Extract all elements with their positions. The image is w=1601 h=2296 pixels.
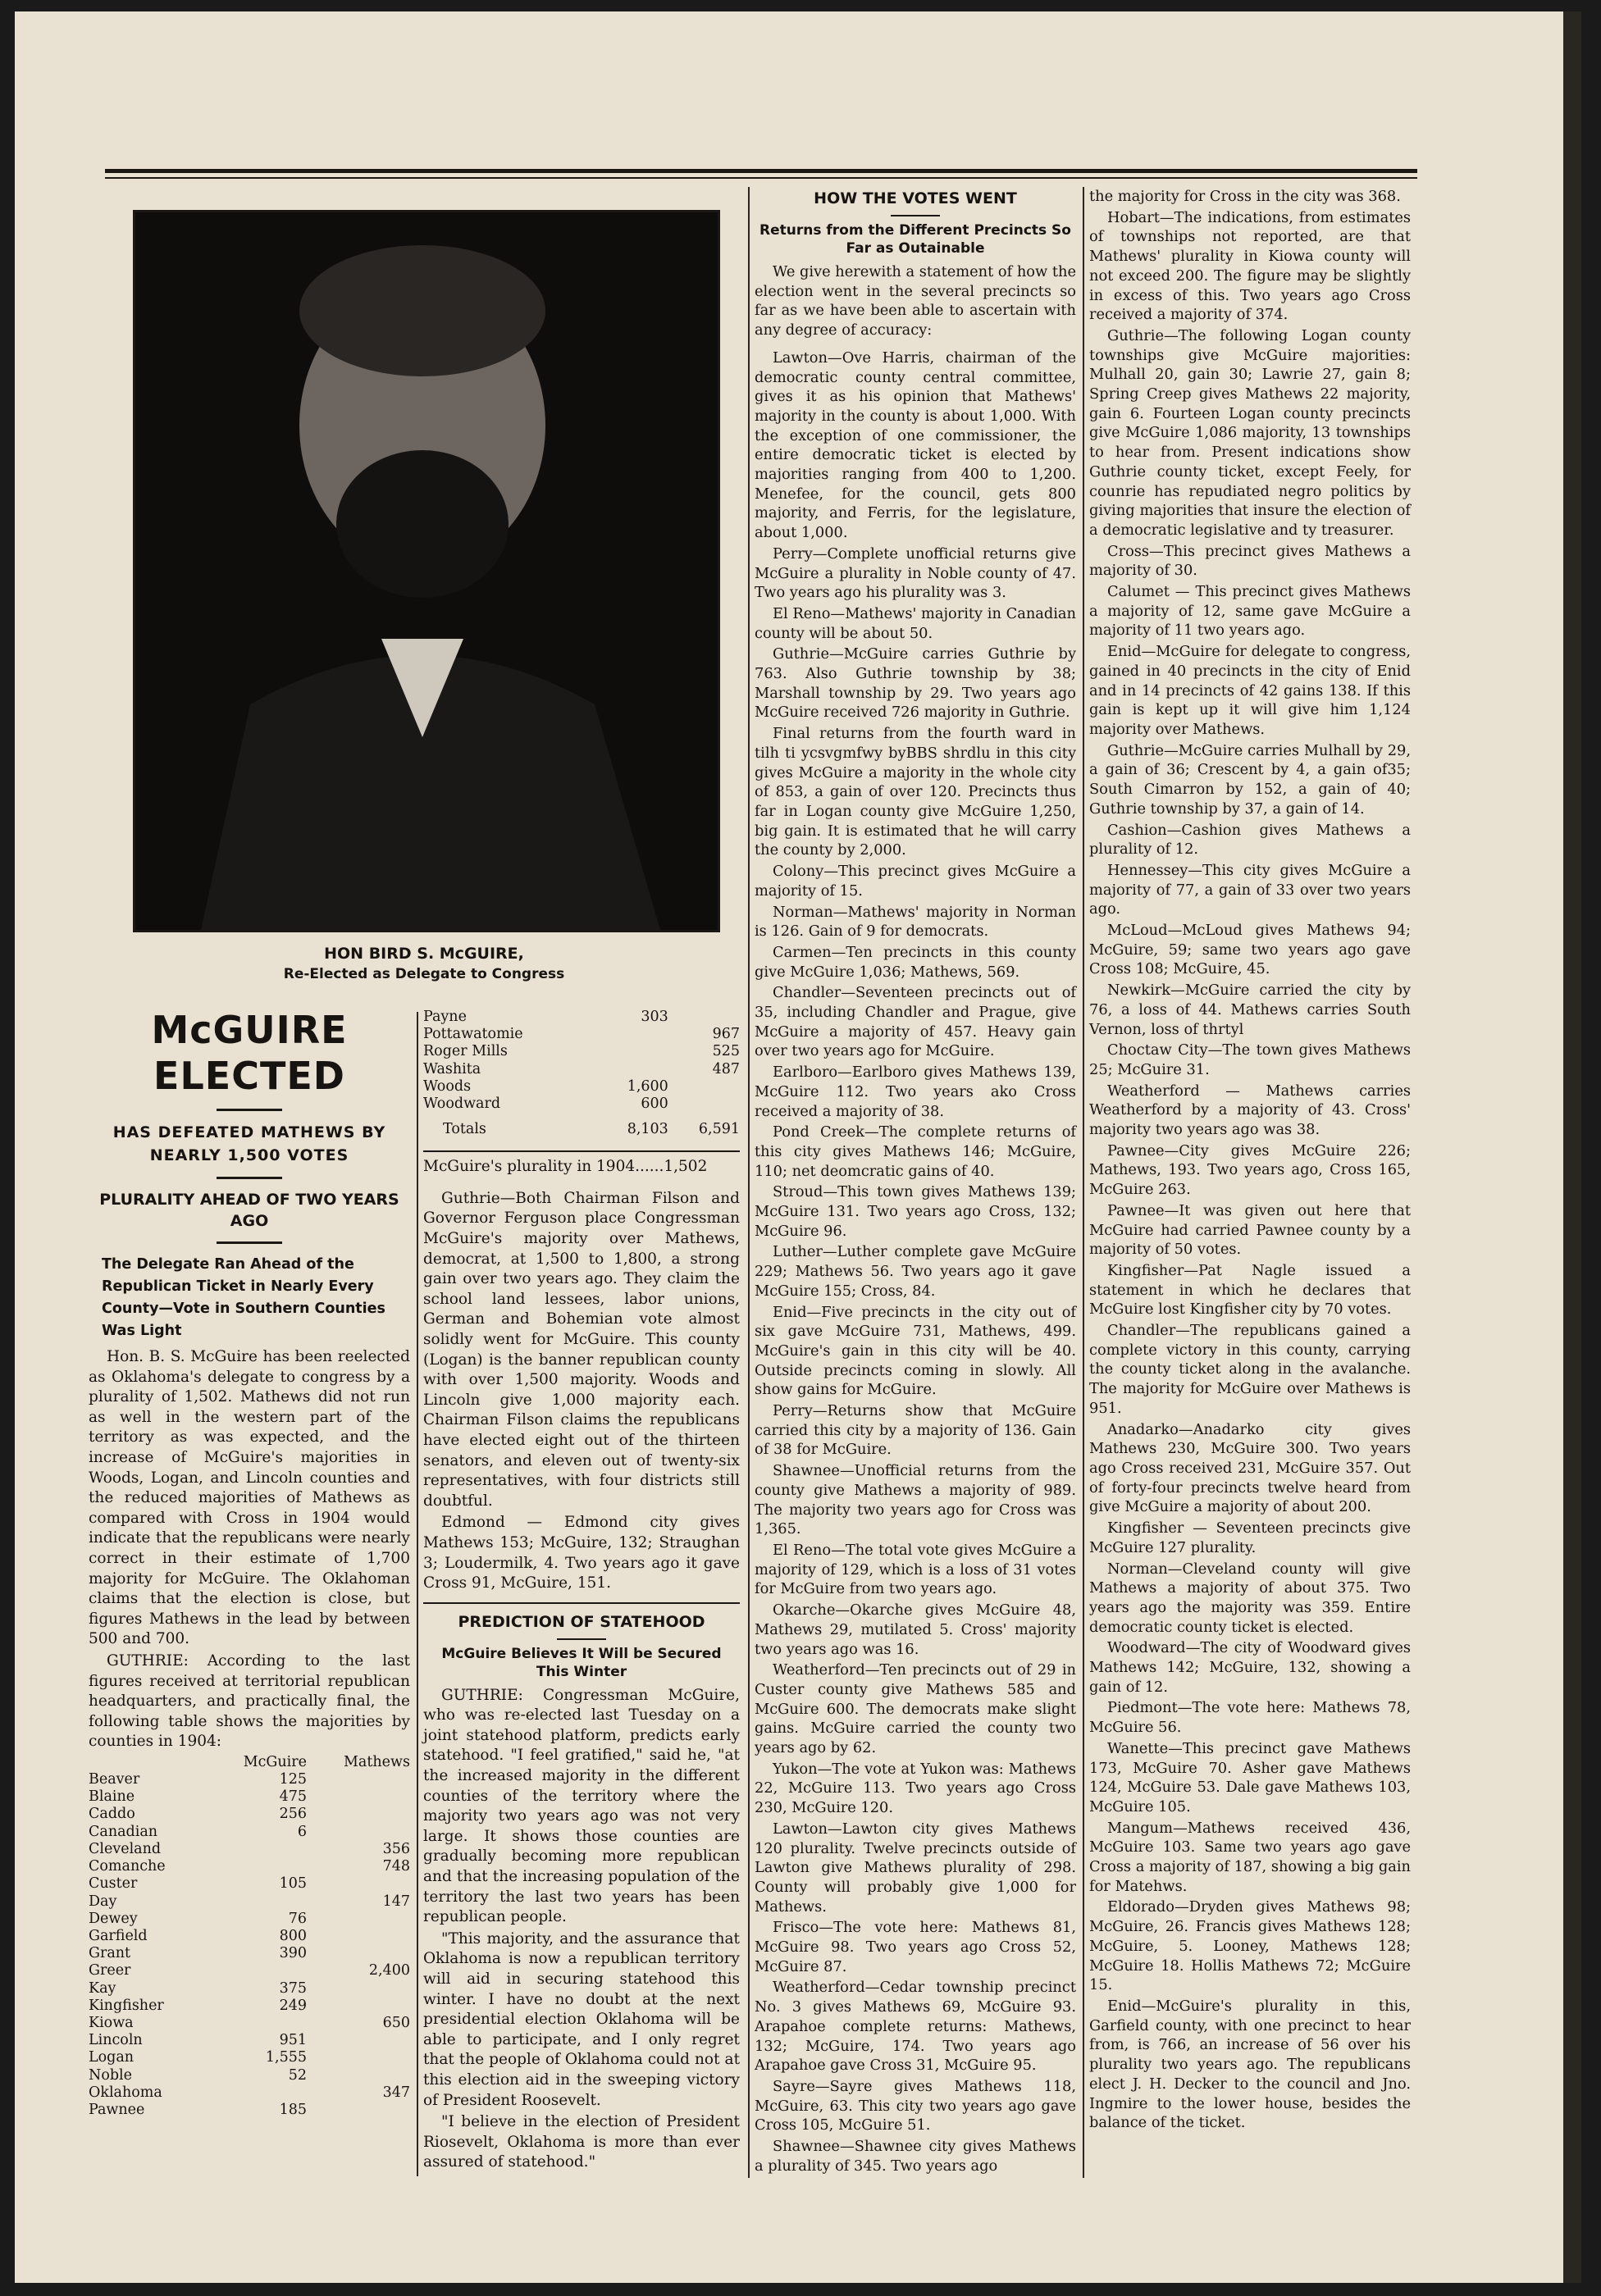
column-rule: [1083, 187, 1084, 2178]
portrait-image: [135, 212, 718, 930]
body-paragraph: "This majority, and the assurance that Oklahoma is now a republican territory will aid in securing statehood this winter. I have no doubt at the next presidential election Oklahoma will be able to participate, and I only regret that the people of Oklahoma could not at this election aid in the sweeping victory of President Roosevelt.: [423, 1929, 740, 2109]
body-paragraph: Frisco—The vote here: Mathews 81, McGuire 98. Two years ago Cross 52, McGuire 87.: [755, 1919, 1076, 1975]
table-row: Custer 105: [89, 1875, 307, 1893]
col-header-mathews: Mathews: [344, 1753, 410, 1770]
deck-2: PLURALITY AHEAD OF TWO YEARS AGO: [99, 1191, 399, 1230]
table-row: Kingfisher 249: [89, 1997, 307, 2014]
body-paragraph: Pawnee—It was given out here that McGuire had carried Pawnee county by a majority of 50 votes.: [1089, 1201, 1411, 1259]
body-paragraph: Cross—This precinct gives Mathews a majority of 30.: [1089, 542, 1411, 580]
section-sub-statehood: McGuire Believes It Will be Secured This Winter: [441, 1645, 722, 1680]
body-paragraph: Luther—Luther complete gave McGuire 229; Mathews 56. Two years ago it gave McGuire 155; Cross, 84.: [755, 1243, 1076, 1300]
table-row: Logan 1,555: [89, 2049, 307, 2066]
body-paragraph: We give herewith a statement of how the election went in the several precincts so far as we have been able to ascertain with any degree of accuracy:: [755, 263, 1076, 339]
portrait-photo: [133, 210, 720, 932]
top-rule: [105, 169, 1417, 173]
plurality-line: McGuire's plurality in 1904......1,502: [423, 1158, 708, 1176]
section-head-votes: HOW THE VOTES WENT: [814, 189, 1017, 207]
body-paragraph: Pond Creek—The complete returns of this city gives Mathews 146; McGuire, 110; net deomcratic gains of 40.: [755, 1123, 1076, 1180]
body-paragraph: Hennessey—This city gives McGuire a majority of 77, a gain of 33 over two years ago.: [1089, 861, 1411, 918]
table-header-row: [89, 1754, 410, 1771]
body-paragraph: Enid—Five precincts in the city out of six gave McGuire 731, Mathews, 499. McGuire's gain in this city will be 40. Outside precincts coming in slowly. All show gains for McGuire.: [755, 1303, 1076, 1399]
table-row: Oklahoma 347: [89, 2084, 410, 2101]
table-row: Lincoln 951: [89, 2032, 307, 2049]
section-head-statehood: PREDICTION OF STATEHOOD: [458, 1612, 705, 1631]
vote-table: [89, 1754, 410, 2119]
totals-mcguire: 8,103: [627, 1120, 668, 1137]
body-paragraph: Hon. B. S. McGuire has been reelected as Oklahoma's delegate to congress by a plurality of 1,502. Mathews did not run as well in the western part of the territory as was expected, and the increase of McGuire's majorities in Woods, Logan, and Lincoln counties and the reduced majorities of Mathews as compared with Cross in 1904 would indicate that the republicans were nearly correct in their estimate of 1,700 majority for McGuire. The Oklahoman claims that the election is close, but figures Mathews in the lead by between 500 and 700.: [89, 1348, 410, 1648]
table-row: Pawnee 185: [89, 2101, 307, 2118]
totals-row: [423, 1113, 740, 1146]
table-row: Dewey 76: [89, 1910, 307, 1927]
body-paragraph: Okarche—Okarche gives McGuire 48, Mathews 29, mutilated 5. Cross' majority two years ago was 16.: [755, 1601, 1076, 1658]
table-row: Kay 375: [89, 1979, 307, 1997]
body-paragraph: El Reno—The total vote gives McGuire a majority of 129, which is a loss of 31 votes for McGuire from two years ago.: [755, 1542, 1076, 1598]
body-paragraph: Enid—McGuire's plurality in this, Garfield county, with one precinct to hear from, is 766, an increase of 56 over his plurality two years ago. The republicans elect J. H. Decker to the council and Jno. Ingmire to the lower house, besides the balance of the ticket.: [1089, 1997, 1411, 2132]
body-paragraph: Shawnee—Unofficial returns from the county give Mathews a majority of 989. The majority two years ago for Cross was 1,365.: [755, 1462, 1076, 1538]
body-paragraph: Pawnee—City gives McGuire 226; Mathews, 193. Two years ago, Cross 165, McGuire 263.: [1089, 1141, 1411, 1199]
table-row: Comanche 748: [89, 1858, 410, 1875]
table-row: Beaver 125: [89, 1771, 307, 1788]
body-paragraph: Choctaw City—The town gives Mathews 25; McGuire 31.: [1089, 1041, 1411, 1078]
body-paragraph: Carmen—Ten precincts in this county give McGuire 1,036; Mathews, 569.: [755, 943, 1076, 981]
table-row: Roger Mills 525: [423, 1043, 740, 1060]
body-paragraph: "I believe in the election of President Riosevelt, Oklahoma is more than ever assured of statehood.": [423, 2113, 740, 2171]
table-row: Woods 1,600: [423, 1077, 668, 1095]
body-paragraph: GUTHRIE: Congressman McGuire, who was re-elected last Tuesday on a joint statehood platform, predicts early statehood. "I feel gratified," said he, "at the increased majority in the different counties of the territory where the majority two years ago was not very large. It shows those counties are gradually becoming more republican and that the increasing population of the territory the last two years has been republican people.: [423, 1686, 740, 1926]
body-paragraph: Enid—McGuire for delegate to congress, gained in 40 precincts in the city of Enid and in 14 precincts of 42 gains 138. If this gain is kept up it will give him 1,124 majority over Mathews.: [1089, 643, 1411, 738]
column-4: [1089, 187, 1411, 2134]
body-paragraph: Shawnee—Shawnee city gives Mathews a plurality of 345. Two years ago: [755, 2138, 1076, 2175]
table-row: Caddo 256: [89, 1806, 307, 1823]
body-paragraph: Eldorado—Dryden gives Mathews 98; McGuire, 26. Francis gives Mathews 128; McGuire, 5. Looney, Mathews 128; McGuire 18. Hollis Mathews 72; McGuire 15.: [1089, 1898, 1411, 1994]
body-paragraph: Earlboro—Earlboro gives Mathews 139, McGuire 112. Two years ako Cross received a majority of 38.: [755, 1064, 1076, 1120]
body-paragraph: Lawton—Ove Harris, chairman of the democratic county central committee, gives it as his opinion that Mathews' majority in the county is about 1,000. With the exception of one commissioner, the entire democratic ticket is elected by majorities ranging from 400 to 1,200. Menefee, for the council, gets 800 majority, and Ferris, for the legislature, about 1,000.: [755, 348, 1076, 542]
table-row: Payne 303: [423, 1009, 668, 1025]
divider: [217, 1241, 282, 1244]
body-paragraph: Colony—This precinct gives McGuire a majority of 15.: [755, 863, 1076, 900]
totals-label: Totals: [443, 1120, 486, 1137]
body-paragraph: Kingfisher — Seventeen precincts give McGuire 127 plurality.: [1089, 1519, 1411, 1556]
col-header-mcguire: McGuire: [243, 1753, 307, 1770]
body-paragraph: Kingfisher—Pat Nagle issued a statement in which he declares that McGuire lost Kingfisher city by 70 votes.: [1089, 1261, 1411, 1319]
body-paragraph: McLoud—McLoud gives Mathews 94; McGuire, 59; same two years ago gave Cross 108; McGuire, 45.: [1089, 922, 1411, 978]
totals-mathews: 6,591: [698, 1120, 740, 1137]
body-paragraph: Guthrie—McGuire carries Mulhall by 29, a gain of 36; Crescent by 4, a gain of35; South Cimarron by 152, a gain of 40; Guthrie township by 37, a gain of 14.: [1089, 741, 1411, 818]
top-rule-thin: [105, 177, 1417, 179]
column-2: [423, 1009, 740, 2175]
body-paragraph: Sayre—Sayre gives Mathews 118, McGuire, 63. This city two years ago gave Cross 105, McGuire 51.: [755, 2077, 1076, 2134]
body-paragraph: Weatherford — Mathews carries Weatherford by a majority of 43. Cross' majority two years ago was 38.: [1089, 1082, 1411, 1139]
body-paragraph: Woodward—The city of Woodward gives Mathews 142; McGuire, 132, showing a gain of 12.: [1089, 1639, 1411, 1696]
body-paragraph: Calumet — This precinct gives Mathews a majority of 12, same gave McGuire a majority of 11 two years ago.: [1089, 583, 1411, 640]
body-paragraph: Perry—Returns show that McGuire carried this city by a majority of 136. Gain of 38 for McGuire.: [755, 1402, 1076, 1459]
body-paragraph: Stroud—This town gives Mathews 139; McGuire 131. Two years ago Cross, 132; McGuire 96.: [755, 1183, 1076, 1240]
body-paragraph: Mangum—Mathews received 436, McGuire 103. Same two years ago gave Cross a majority of 187, showing a big gain for Matehws.: [1089, 1819, 1412, 1895]
table-row: Woodward 600: [423, 1096, 668, 1113]
column-3: [755, 187, 1076, 2178]
headline: McGUIRE ELECTED: [151, 1008, 348, 1098]
column-1: [89, 1007, 410, 2119]
body-paragraph: Perry—Complete unofficial returns give McGuire a plurality in Noble county of 47. Two years ago his plurality was 3.: [755, 544, 1076, 602]
body-paragraph: Norman—Cleveland county will give Mathews a majority of about 375. Two years ago the majority was 359. Entire democratic county ticket is elected.: [1089, 1560, 1411, 1636]
body-paragraph: the majority for Cross in the city was 368.: [1089, 188, 1401, 205]
body-paragraph: Guthrie—The following Logan county townships give McGuire majorities: Mulhall 20, gain 30; Lawrie 27, gain 8; Spring Creep gives Mathews 22 majority, gain 6. Fourteen Logan county precincts give McGuire 1,086 majority, 13 townships to hear from. Present indications show Guthrie county ticket, except Feely, for counrie has repudiated negro politics by giving majorities that insure the election of a democratic legislative and ty treasurer.: [1089, 326, 1411, 539]
body-paragraph: Yukon—The vote at Yukon was: Mathews 22, McGuire 113. Two years ago Cross 230, McGuire 120.: [755, 1760, 1076, 1817]
body-paragraph: Norman—Mathews' majority in Norman is 126. Gain of 9 for democrats.: [755, 903, 1076, 941]
table-row: Grant 390: [89, 1945, 307, 1962]
body-paragraph: Chandler—The republicans gained a complete victory in this county, carrying the county ticket along in the avalanche. The majority for McGuire over Mathews is 951.: [1089, 1322, 1411, 1417]
body-paragraph: Wanette—This precinct gave Mathews 173, McGuire 70. Asher gave Mathews 124, McGuire 53. Dale gave Mathews 103, McGuire 105.: [1089, 1739, 1411, 1815]
column-rule: [417, 1012, 418, 2176]
body-paragraph: El Reno—Mathews' majority in Canadian county will be about 50.: [755, 604, 1076, 642]
body-paragraph: Piedmont—The vote here: Mathews 78, McGuire 56.: [1089, 1699, 1411, 1737]
deck-3: The Delegate Ran Ahead of the Republican Ticket in Nearly Every County—Vote in Southern Counties Was Light: [102, 1256, 385, 1339]
table-row: Cleveland 356: [89, 1840, 410, 1857]
body-paragraph: GUTHRIE: According to the last figures received at territorial republican headquarters, and practically final, the following table shows the majorities by counties in 1904:: [89, 1651, 410, 1751]
body-paragraph: Weatherford—Cedar township precinct No. 3 gives Mathews 69, McGuire 93. Arapahoe complete returns: Mathews, 132; McGuire, 174. Two years ago Arapahoe gave Cross 31, McGuire 95.: [755, 1979, 1076, 2075]
body-paragraph: Guthrie—Both Chairman Filson and Governor Ferguson place Congressman McGuire's majority over Mathews, democrat, at 1,500 to 1,800, a strong gain over two years ago. They claim the school land lessees, labor unions, German and Bohemian vote almost solidly went for McGuire. This county (Logan) is the banner republican county with over 1,500 majority. Woods and Lincoln give 1,000 majority each. Chairman Filson claims the republicans have elected eight out of the thirteen senators, and eleven out of twenty-six representatives, with four districts still doubtful.: [423, 1189, 740, 1510]
divider: [217, 1109, 282, 1111]
table-row: Canadian 6: [89, 1823, 307, 1840]
caption-name: HON BIRD S. McGUIRE,: [324, 945, 524, 963]
table-row: Pottawatomie 967: [423, 1026, 740, 1043]
caption-subtitle: Re-Elected as Delegate to Congress: [283, 966, 565, 982]
body-paragraph: Newkirk—McGuire carried the city by 76, a loss of 44. Mathews carries South Vernon, loss of thrtyl: [1089, 982, 1411, 1038]
body-paragraph: Chandler—Seventeen precincts out of 35, including Chandler and Prague, give McGuire a majority of 457. Heavy gain over two years ago for McGuire.: [755, 984, 1076, 1060]
table-row: Kiowa 650: [89, 2014, 410, 2031]
table-row: Washita 487: [423, 1060, 740, 1077]
body-paragraph: Anadarko—Anadarko city gives Mathews 230, McGuire 300. Two years ago Cross received 231, McGuire 357. Out of forty-four precincts twelve heard from give McGuire a majority of about 200.: [1089, 1420, 1411, 1516]
photo-caption: [133, 943, 715, 984]
section-sub-votes: Returns from the Different Precincts So Far as Outainable: [759, 222, 1071, 257]
vote-table-continued: [423, 1009, 740, 1146]
table-row: Greer 2,400: [89, 1962, 410, 1979]
deck-1: HAS DEFEATED MATHEWS BY NEARLY 1,500 VOTES: [112, 1123, 386, 1164]
column-rule: [748, 187, 750, 2178]
table-row: Blaine 475: [89, 1788, 307, 1806]
body-paragraph: Lawton—Lawton city gives Mathews 120 plurality. Twelve precincts outside of Lawton give Mathews plurality of 298. County will probably give 1,000 for Mathews.: [755, 1820, 1076, 1916]
body-paragraph: Hobart—The indications, from estimates of townships not reported, are that Mathews' plurality in Kiowa county will not exceed 200. The figure may be slightly in excess of this. Two years ago Cross received a majority of 374.: [1089, 208, 1411, 324]
body-paragraph: Final returns from the fourth ward in tilh ti ycsvgmfwy byBBS shrdlu in this city gives McGuire a majority in the whole city of 853, a gain of over 120. Precincts thus far in Logan county give McGuire 1,250, big gain. It is estimated that he will carry the county by 2,000.: [755, 725, 1076, 859]
body-paragraph: Weatherford—Ten precincts out of 29 in Custer county give Mathews 585 and McGuire 600. The democrats make slight gains. McGuire carried the county two years ago by 62.: [755, 1661, 1076, 1757]
body-paragraph: Cashion—Cashion gives Mathews a plurality of 12.: [1089, 821, 1411, 859]
body-paragraph: Guthrie—McGuire carries Guthrie by 763. Also Guthrie township by 38; Marshall township by 29. Two years ago McGuire received 726 majority in Guthrie.: [755, 645, 1076, 722]
table-row: Garfield 800: [89, 1927, 307, 1944]
divider: [217, 1177, 282, 1179]
body-paragraph: Edmond — Edmond city gives Mathews 153; McGuire, 132; Straughan 3; Loudermilk, 4. Two years ago it gave Cross 91, McGuire, 151.: [423, 1514, 740, 1592]
table-row: Day 147: [89, 1893, 410, 1910]
table-row: Noble 52: [89, 2066, 307, 2084]
